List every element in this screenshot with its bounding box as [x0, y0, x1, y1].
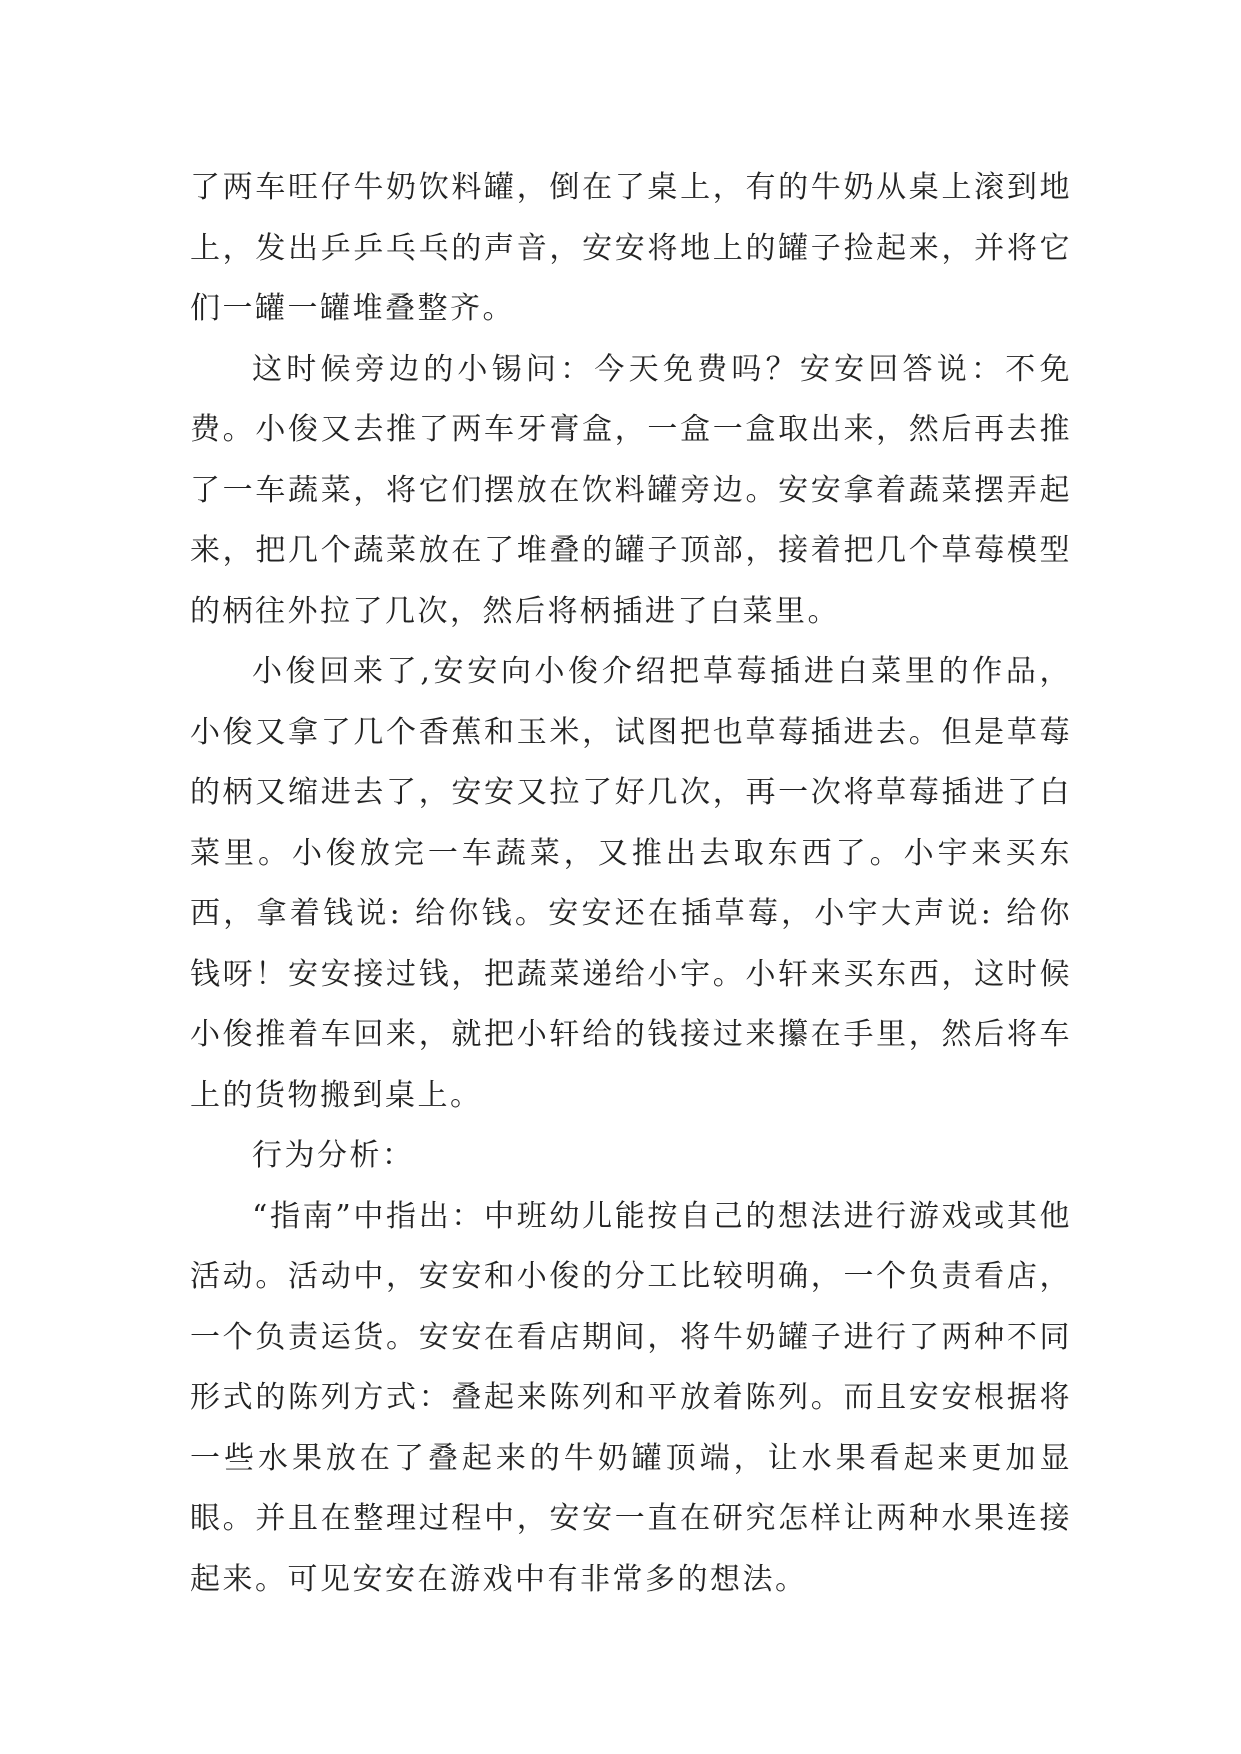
section-heading-behavior-analysis: 行为分析： [252, 1138, 415, 1173]
document-body [190, 158, 1072, 1610]
paragraph-2: 这时候旁边的小锡问：今天免费吗？安安回答说：不免费。小俊又去推了两车牙膏盒，一盒一盒取出来，然后再去推了一车蔬菜，将它们摆放在饮料罐旁边。安安拿着蔬菜摆弄起来，把几个蔬菜放在了堆叠的罐子顶部，接着把几个草莓模型的柄往外拉了几次，然后将柄插进了白菜里。 [190, 351, 1072, 629]
paragraph-3: 小俊回来了,安安向小俊介绍把草莓插进白菜里的作品，小俊又拿了几个香蕉和玉米，试图把也草莓插进去。但是草莓的柄又缩进去了，安安又拉了好几次，再一次将草莓插进了白菜里。小俊放完一车蔬菜，又推出去取东西了。小宇来买东西，拿着钱说: 给你钱。安安还在插草莓，小宇大声说: 给你钱呀！安安接过钱，把蔬菜递给小宇。小轩来买东西，这时候小俊推着车回来，就把小轩给的钱接过来攥在手里，然后将车上的货物搬到桌上。 [190, 654, 1072, 1113]
paragraph-5: “指南”中指出：中班幼儿能按自己的想法进行游戏或其他活动。活动中，安安和小俊的分工比较明确，一个负责看店，一个负责运货。安安在看店期间，将牛奶罐子进行了两种不同形式的陈列方式：叠起来陈列和平放着陈列。而且安安根据将一些水果放在了叠起来的牛奶罐顶端，让水果看起来更加显眼。并且在整理过程中，安安一直在研究怎样让两种水果连接起来。可见安安在游戏中有非常多的想法。 [190, 1198, 1072, 1597]
paragraph-1: 了两车旺仔牛奶饮料罐，倒在了桌上，有的牛奶从桌上滚到地上，发出乒乒乓乓的声音，安安将地上的罐子捡起来，并将它们一罐一罐堆叠整齐。 [190, 170, 1072, 326]
